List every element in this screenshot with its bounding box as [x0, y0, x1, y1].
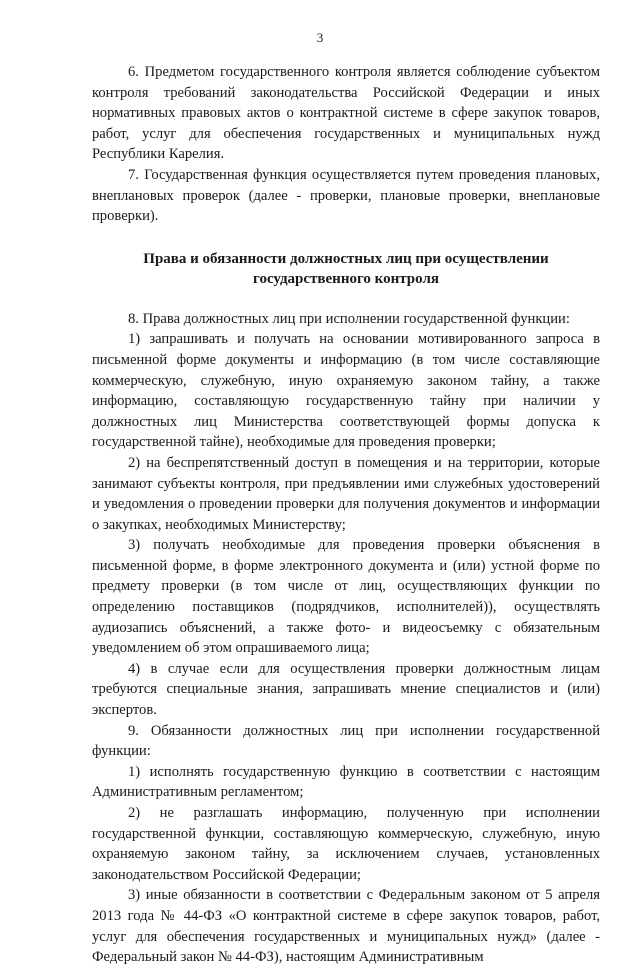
paragraph-6: 6. Предметом государственного контроля является соблюдение субъектом контроля требований законодательства Российской Федерации и иных нормативных правовых актов о контрактной системе в сфере закупок товаров, работ, услуг для обеспечения государственных и муниципальных нужд Республики Карелия.	[92, 64, 600, 163]
page-number: 3	[316, 30, 324, 45]
paragraph-7: 7. Государственная функция осуществляется путем проведения плановых, внеплановых проверок (далее - проверки, плановые проверки, внеплановые проверки).	[92, 166, 600, 225]
paragraph-9-item-1: 1) исполнять государственную функцию в соответствии с настоящим Административным регламентом;	[92, 763, 600, 801]
paragraph-8: 8. Права должностных лиц при исполнении государственной функции:	[128, 310, 570, 327]
paragraph-9: 9. Обязанности должностных лиц при исполнении государственной функции:	[92, 722, 600, 760]
paragraph-9-item-2: 2) не разглашать информацию, полученную при исполнении государственной функции, составляющую коммерческую, служебную, иную охраняемую законом тайну, за исключением случаев, установленных законодательством Российской Федерации;	[92, 805, 600, 883]
paragraph-8-item-3: 3) получать необходимые для проведения проверки объяснения в письменной форме, в форме электронного документа и (или) устной форме по предмету проверки (в том числе от лиц, осуществляющих функции по определению поставщиков (подрядчиков, исполнителей)), осуществлять аудиозапись объяснений, а также фото- и видеосъемку с обязательным уведомлением об этом опрашиваемого лица;	[92, 537, 600, 657]
section-heading	[92, 249, 600, 289]
paragraph-8-item-1: 1) запрашивать и получать на основании мотивированного запроса в письменной форме документы и информацию (в том числе составляющие коммерческую, служебную, иную охраняемую законом тайну, а также информацию, составляющую государственную тайну при наличии у должностных лиц Министерства соответствующей формы допуска к государственной тайне), необходимые для проведения проверки;	[92, 331, 600, 451]
paragraph-8-item-4: 4) в случае если для осуществления проверки должностным лицам требуются специальные знания, запрашивать мнение специалистов и (или) экспертов.	[92, 660, 600, 719]
section-heading-line-2: государственного контроля	[253, 270, 439, 287]
document-body	[92, 62, 600, 968]
section-heading-line-1: Права и обязанности должностных лиц при осуществлении	[143, 250, 549, 267]
paragraph-9-item-3: 3) иные обязанности в соответствии с Федеральным законом от 5 апреля 2013 года № 44-ФЗ «О контрактной системе в сфере закупок товаров, работ, услуг для обеспечения государственных и муниципальных нужд» (далее - Федеральный закон № 44-ФЗ), настоящим Административным	[92, 887, 600, 966]
paragraph-8-item-2: 2) на беспрепятственный доступ в помещения и на территории, которые занимают субъекты контроля, при предъявлении ими служебных удостоверений и уведомления о проведении проверки для получения документов и информации о закупках, необходимых Министерству;	[92, 454, 600, 533]
